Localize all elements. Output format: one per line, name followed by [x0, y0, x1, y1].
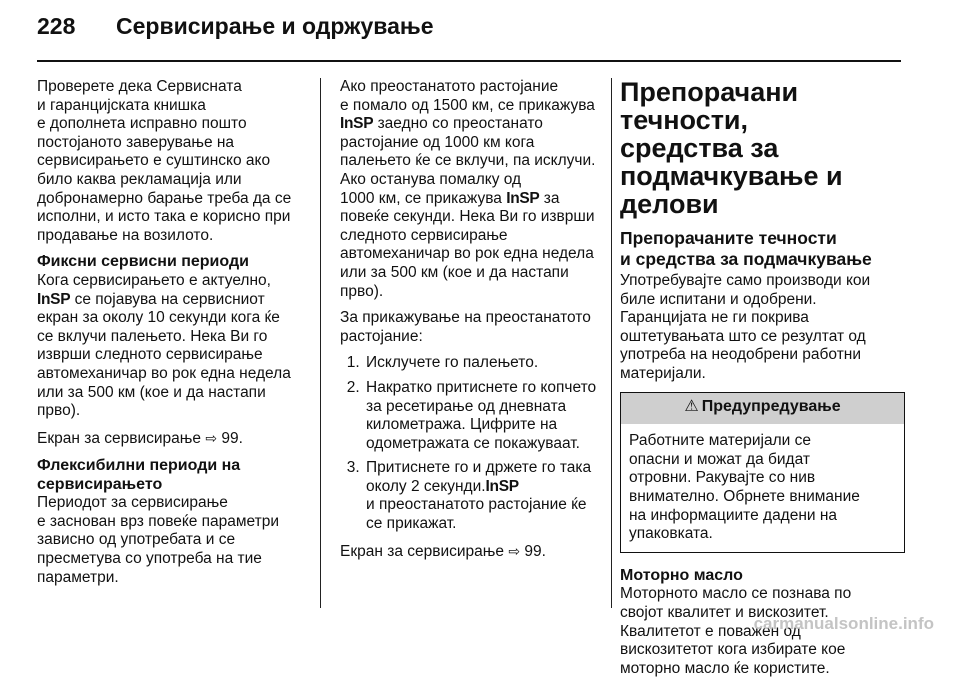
fixed-service-heading: Фиксни сервисни периоди [37, 253, 249, 271]
service-display-ref[interactable]: Екран за сервисирање ⇨ 99. [37, 429, 243, 447]
warning-header: ⚠ Предупредување [621, 393, 904, 425]
column-left [37, 78, 307, 595]
watermark: carmanualsonline.info [753, 614, 934, 633]
engine-oil-heading: Моторно масло [620, 566, 743, 584]
column-divider [611, 78, 612, 608]
page-ref-icon: ⇨ [508, 542, 521, 559]
column-divider [320, 78, 321, 608]
column-right [620, 78, 905, 686]
warning-box [620, 392, 905, 553]
list-item: 1. Исклучете го палењето. [364, 354, 602, 373]
insp-code: InSP [485, 477, 519, 495]
page-number: 228 [37, 13, 76, 39]
flexible-service-heading: Флексибилни периоди на сервисирањето [37, 457, 241, 494]
warning-body: Работните материјали се опасни и можат да бидат отровни. Ракувајте со нив внимателно. Обрнете внимание на информациите дадени на упаковката. [629, 432, 860, 543]
insp-code: InSP [340, 115, 374, 133]
section-heading: Препорачани течности, средства за подмачкување и делови [620, 77, 843, 219]
insp-code: InSP [506, 189, 540, 207]
page-ref-icon: ⇨ [205, 429, 218, 446]
display-intro: За прикажување на преостанатото растојание: [340, 309, 591, 345]
service-display-ref[interactable]: Екран за сервисирање ⇨ 99. [340, 542, 546, 560]
approved-products-paragraph: Употребувајте само производи кои биле испитани и одобрени. Гаранцијата не ги покрива оштетувањата што се резултат од употреба на неодобрени работни материјали. [620, 272, 871, 382]
warning-triangle-icon: ⚠ [684, 397, 699, 415]
remaining-distance-paragraph: Ако преостанатото растојание е помало од 1500 км, се прикажува InSP заедно со преостанато растојание од 1000 км кога палењето ќе се вклучи, па исклучи. Ако останува помалку од 1000 км, се прикажува InSP за повеќе секунди. Нека Ви го изврши следното сервисирање автомеханичар во рок една недела или за 500 км (кое и да настапи прво). [340, 78, 596, 300]
subsection-heading: Препорачаните течности и средства за подмачкување [620, 228, 872, 269]
steps-list [340, 354, 602, 533]
column-middle [340, 78, 602, 569]
list-item: 3. Притиснете го и држете го така околу 2 секунди.InSP и преостанатото растојание ќе се прикажат. [364, 459, 602, 533]
header-rule [37, 60, 901, 62]
intro-paragraph: Проверете дека Сервисната и гаранцијската книшка е дополнета исправно пошто постојаното заверување на сервисирањето е суштинско ако било каква рекламација или добронамерно барање треба да се исполни, и исто така е корисно при продавање на возилото. [37, 78, 292, 244]
list-item: 2. Накратко притиснете го копчето за ресетирање од дневната километража. Цифрите на одометражата се покажуваат. [364, 379, 602, 453]
flexible-service-paragraph: Периодот за сервисирање е заснован врз повеќе параметри зависно од употребата и се пресметува со употреба на тие параметри. [37, 494, 280, 586]
engine-oil-paragraph: Моторното масло се познава по својот квалитет и вискозитет. Квалитетот е поважен од вискозитетот кога избирате кое моторно масло ќе користите. [620, 585, 852, 677]
page-title: Сервисирање и одржување [116, 13, 434, 39]
page-header [0, 0, 960, 62]
insp-code: InSP [37, 290, 71, 308]
fixed-service-paragraph: Кога сервисирањето е актуелно, InSP се појавува на сервисниот екран за околу 10 секунди кога ќе се вклучи палењето. Нека Ви го изврши следното сервисирање автомеханичар во рок една недела или за 500 км (кое и да настапи прво). [37, 271, 291, 420]
